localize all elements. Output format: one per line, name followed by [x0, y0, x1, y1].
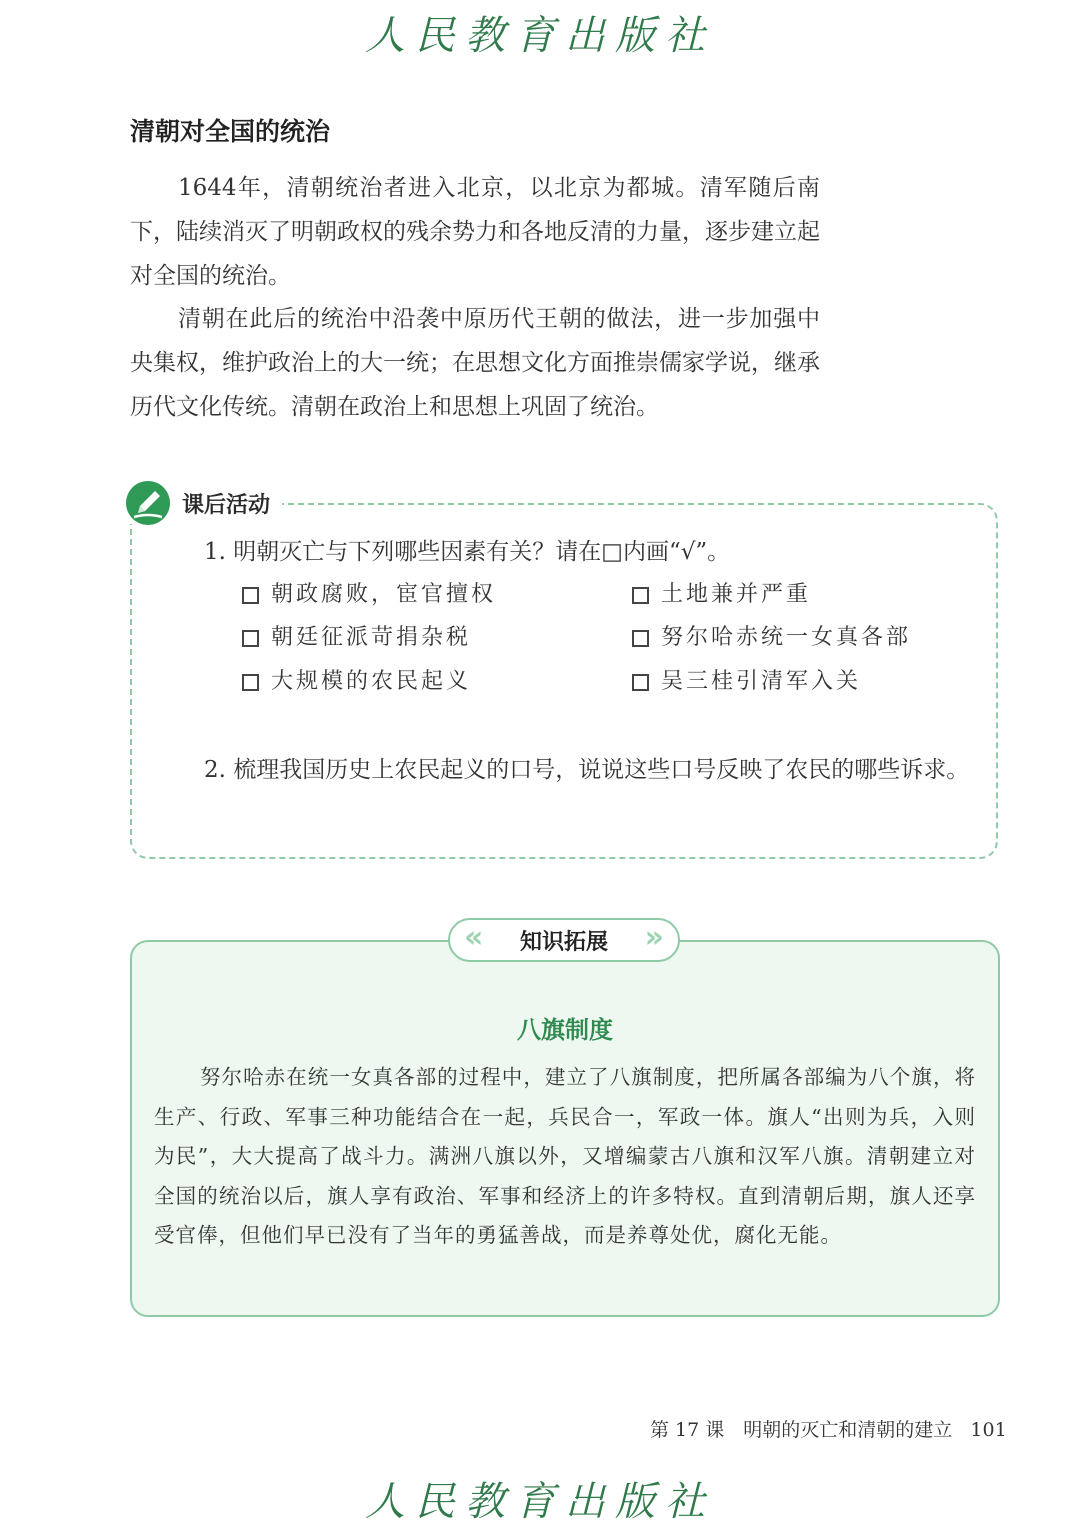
- option-checkbox[interactable]: [242, 623, 471, 653]
- question-1: 1. 明朝灭亡与下列哪些因素有关？请在□内画“√”。: [204, 539, 731, 565]
- checkbox[interactable]: [632, 587, 649, 604]
- knowledge-label: 知识拓展: [519, 929, 608, 955]
- knowledge-tab: [448, 918, 680, 962]
- checkbox[interactable]: [242, 630, 259, 647]
- checkbox[interactable]: [242, 587, 259, 604]
- activity-title: 课后活动: [182, 492, 271, 518]
- lesson-title: 第 17 课 明朝的灭亡和清朝的建立: [650, 1419, 953, 1441]
- option-label: 吴三桂引清军入关: [661, 669, 862, 694]
- option-label: 大规模的农民起义: [271, 669, 472, 694]
- publisher-logo-top: 人民教育出版社: [365, 13, 715, 59]
- chevron-right-icon: »: [644, 920, 664, 955]
- option-checkbox[interactable]: [632, 580, 811, 610]
- chevron-left-icon: «: [464, 920, 484, 955]
- checkbox[interactable]: [632, 630, 649, 647]
- activity-header: [126, 482, 282, 524]
- knowledge-subtitle: 八旗制度: [517, 1016, 613, 1044]
- paragraph-1: 1644年，清朝统治者进入北京，以北京为都城。清军随后南下，陆续消灭了明朝政权的残余势力和各地反清的力量，逐步建立起对全国的统治。: [130, 175, 820, 289]
- checkbox[interactable]: [242, 674, 259, 691]
- option-label: 朝政腐败，宦官擅权: [271, 582, 497, 607]
- option-checkbox[interactable]: [632, 623, 911, 653]
- option-label: 努尔哈赤统一女真各部: [661, 625, 912, 650]
- question-2: 2. 梳理我国历史上农民起义的口号，说说这些口号反映了农民的哪些诉求。: [204, 757, 970, 783]
- option-label: 土地兼并严重: [661, 582, 812, 607]
- option-checkbox[interactable]: [242, 580, 496, 610]
- page-number: 101: [970, 1419, 1007, 1441]
- section-title: 清朝对全国的统治: [130, 117, 331, 146]
- publisher-logo-bottom: 人民教育出版社: [365, 1479, 715, 1525]
- option-label: 朝廷征派苛捐杂税: [271, 625, 472, 650]
- option-checkbox[interactable]: [632, 667, 861, 697]
- page-footer: [650, 1415, 1007, 1442]
- checkbox[interactable]: [632, 674, 649, 691]
- paragraph-2: 清朝在此后的统治中沿袭中原历代王朝的做法，进一步加强中央集权，维护政治上的大一统；在思想文化方面推崇儒家学说，继承历代文化传统。清朝在政治上和思想上巩固了统治。: [130, 306, 820, 420]
- knowledge-body: 努尔哈赤在统一女真各部的过程中，建立了八旗制度，把所属各部编为八个旗，将生产、行政、军事三种功能结合在一起，兵民合一，军政一体。旗人“出则为兵，入则为民”，大大提高了战斗力。满洲八旗以外，又增编蒙古八旗和汉军八旗。清朝建立对全国的统治以后，旗人享有政治、军事和经济上的许多特权。直到清朝后期，旗人还享受官俸，但他们早已没有了当年的勇猛善战，而是养尊处优，腐化无能。: [154, 1065, 976, 1247]
- option-checkbox[interactable]: [242, 667, 471, 697]
- pencil-icon: [126, 481, 170, 525]
